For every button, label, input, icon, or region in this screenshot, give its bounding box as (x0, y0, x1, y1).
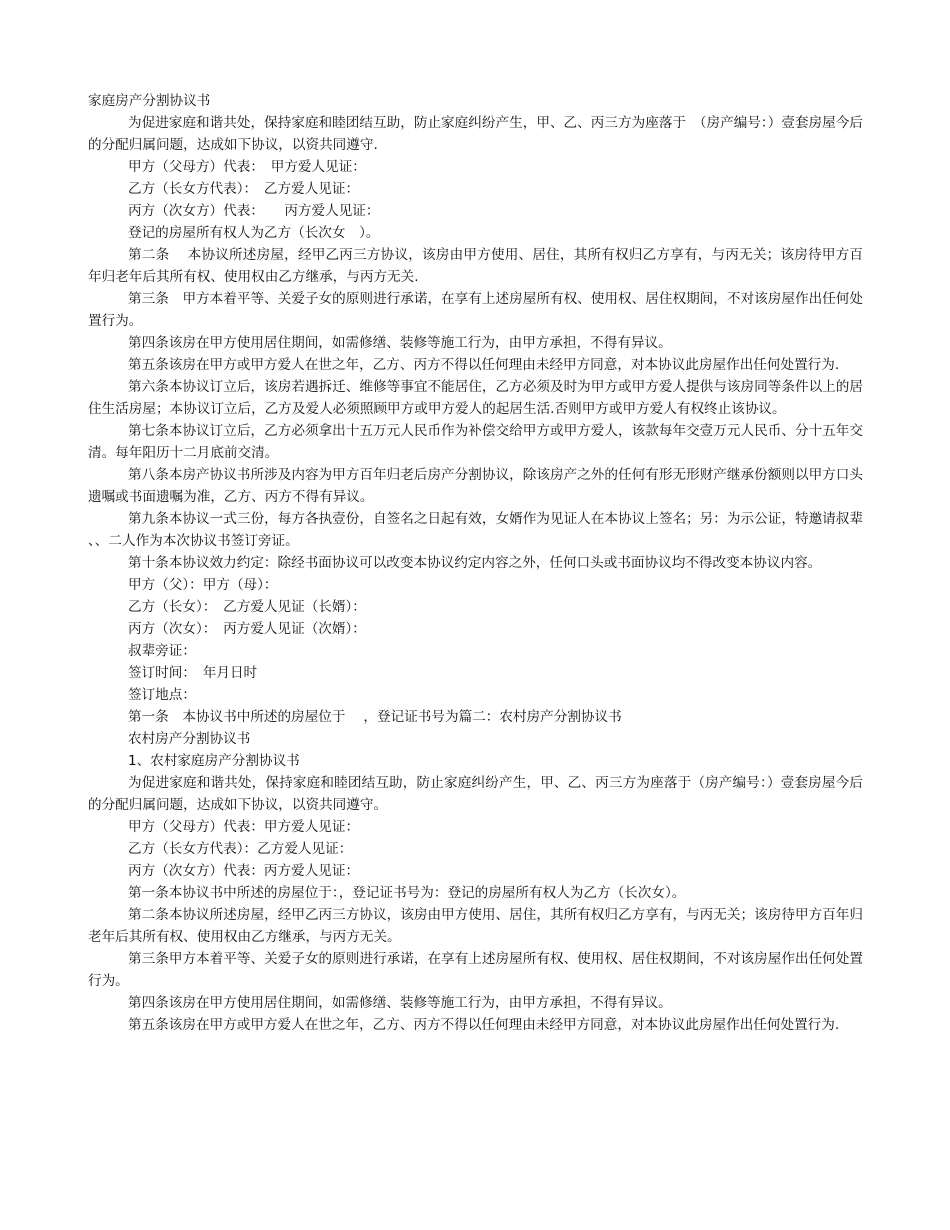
paragraph: 第一条本协议书中所述的房屋位于：，登记证书号为：登记的房屋所有权人为乙方（长次女）。 (128, 885, 686, 901)
paragraph: 第六条本协议订立后，该房若遇拆迁、维修等事宜不能居住，乙方必须及时为甲方或甲方爱人提供与该房同等条件以上的居住生活房屋；本协议订立后，乙方及爱人必须照顾甲方或甲方爱人的起居生活.否则甲方或甲方爱人有权终止该协议。 (88, 379, 863, 417)
paragraph: 甲方（父母方）代表： 甲方爱人见证： (128, 159, 366, 175)
paragraph: 签订时间： 年月日时 (128, 665, 258, 681)
paragraph: 第七条本协议订立后，乙方必须拿出十五万元人民币作为补偿交给甲方或甲方爱人，该款每年交壹万元人民币、分十五年交清。每年阳历十二月底前交清。 (88, 423, 863, 461)
paragraph: 第二条 本协议所述房屋，经甲乙丙三方协议，该房由甲方使用、居住，其所有权归乙方享有，与丙无关；该房待甲方百年归老年后其所有权、使用权由乙方继承，与丙方无关. (88, 247, 863, 285)
paragraph: 第四条该房在甲方使用居住期间，如需修缮、装修等施工行为，由甲方承担，不得有异议。 (128, 995, 672, 1011)
paragraph: 为促进家庭和谐共处，保持家庭和睦团结互助，防止家庭纠纷产生，甲、乙、丙三方为座落于 （房产编号：）壹套房屋今后的分配归属问题，达成如下协议，以资共同遵守. (88, 115, 863, 153)
document-title: 家庭房产分割协议书 (88, 93, 211, 109)
paragraph: 第三条甲方本着平等、关爱子女的原则进行承诺，在享有上述房屋所有权、使用权、居住权期间，不对该房屋作出任何处置行为。 (88, 951, 863, 989)
paragraph: 乙方（长女方代表）： 乙方爱人见证： (128, 181, 360, 197)
paragraph: 为促进家庭和谐共处，保持家庭和睦团结互助，防止家庭纠纷产生，甲、乙、丙三方为座落于（房产编号：）壹套房屋今后的分配归属问题，达成如下协议，以资共同遵守。 (88, 775, 863, 813)
paragraph: 第三条 甲方本着平等、关爱子女的原则进行承诺，在享有上述房屋所有权、使用权、居住权期间，不对该房屋作出任何处置行为。 (88, 291, 863, 329)
document-page (88, 90, 881, 1036)
paragraph: 乙方（长女）： 乙方爱人见证（长婿）： (128, 599, 366, 615)
paragraph: 第五条该房在甲方或甲方爱人在世之年，乙方、丙方不得以任何理由未经甲方同意，对本协议此房屋作出任何处置行为. (128, 357, 840, 373)
paragraph: 农村房产分割协议书 (128, 731, 251, 747)
paragraph: 叔辈旁证： (128, 643, 196, 659)
paragraph: 1、农村家庭房产分割协议书 (128, 753, 300, 769)
paragraph: 第十条本协议效力约定：除经书面协议可以改变本协议约定内容之外，任何口头或书面协议均不得改变本协议内容。 (128, 555, 822, 571)
paragraph: 第五条该房在甲方或甲方爱人在世之年，乙方、丙方不得以任何理由未经甲方同意，对本协议此房屋作出任何处置行为. (128, 1017, 840, 1033)
paragraph: 第四条该房在甲方使用居住期间，如需修缮、装修等施工行为，由甲方承担，不得有异议。 (128, 335, 672, 351)
paragraph: 甲方（父）：甲方（母）： (128, 577, 278, 593)
paragraph: 第一条 本协议书中所述的房屋位于 ，登记证书号为篇二：农村房产分割协议书 (128, 709, 622, 725)
paragraph: 乙方（长女方代表）：乙方爱人见证： (128, 841, 353, 857)
paragraph: 登记的房屋所有权人为乙方（长次女 ）。 (128, 225, 380, 241)
paragraph: 丙方（次女方）代表： 丙方爱人见证： (128, 203, 380, 219)
paragraph: 第九条本协议一式三份，每方各执壹份，自签名之日起有效，女婿作为见证人在本协议上签名；另：为示公证，特邀请叔辈 、、二人作为本次协议书签订旁证。 (88, 511, 881, 549)
paragraph: 丙方（次女）： 丙方爱人见证（次婿）： (128, 621, 366, 637)
paragraph: 签订地点： (128, 687, 196, 703)
paragraph: 丙方（次女方）代表：丙方爱人见证： (128, 863, 360, 879)
paragraph: 第二条本协议所述房屋，经甲乙丙三方协议，该房由甲方使用、居住，其所有权归乙方享有，与丙无关；该房待甲方百年归老年后其所有权、使用权由乙方继承，与丙方无关。 (88, 907, 863, 945)
paragraph: 第八条本房产协议书所涉及内容为甲方百年归老后房产分割协议，除该房产之外的任何有形无形财产继承份额则以甲方口头遗嘱或书面遗嘱为准，乙方、丙方不得有异议。 (88, 467, 863, 505)
paragraph: 甲方（父母方）代表：甲方爱人见证： (128, 819, 360, 835)
